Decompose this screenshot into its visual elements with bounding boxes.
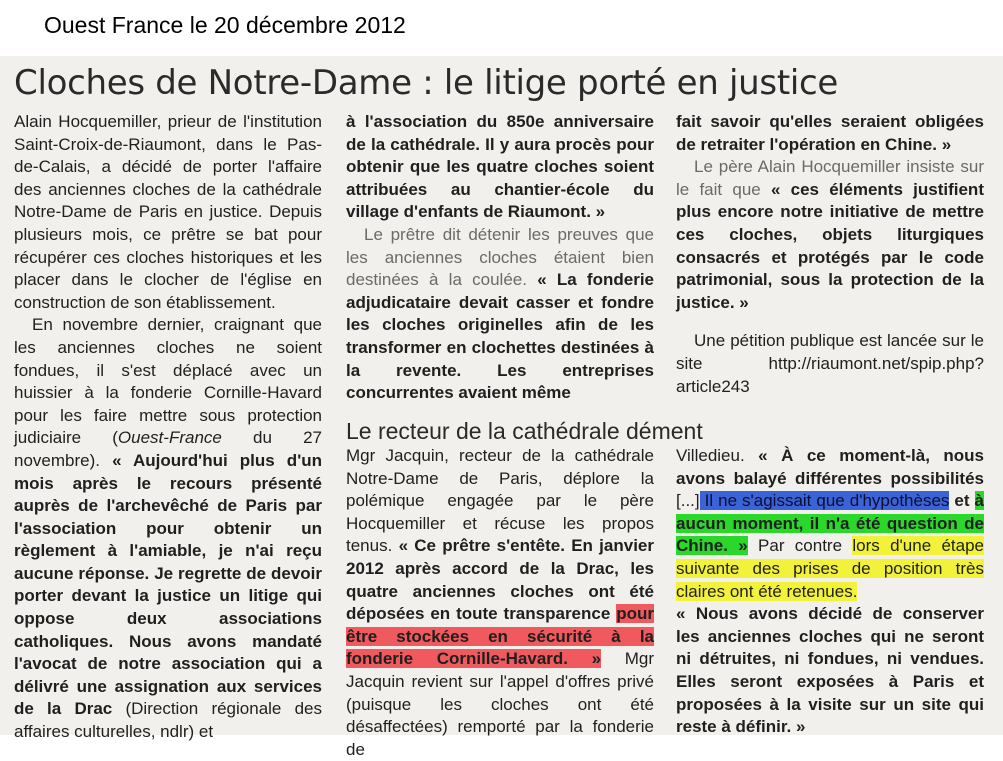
paragraph-novembre [14, 314, 322, 743]
quote-proces: à l'association du 850e anniversaire de la cathédrale. Il y aura procès pour obtenir que les quatre cloches soient attribuées au chantier-école du village d'enfants de Riaumont. » [346, 112, 654, 222]
text: En novembre dernier, craignant que les anciennes cloches ne soient fondues, il s'est déplacé avec un huissier à la fonderie Cornille-Havard pour les faire mettre sous protection judiciaire ( [14, 315, 322, 448]
text: Mgr Jacquin revient sur l'appel d'offres privé (puisque les cloches ont été désaffectées) remporté par la fonderie de [346, 649, 654, 759]
text: (Direction régionale des affaires culturelles, ndlr) et [14, 699, 323, 742]
quote-conserver: « Nous avons décidé de conserver les anciennes cloches qui ne seront ni détruites, ni fondues, ni vendues. Elles seront exposées à Paris et proposées à la visite sur un site qui reste à définir. » [676, 604, 984, 737]
highlight-green: à aucun moment, il n'a été question de Chine. » [676, 491, 984, 556]
quote-chine: fait savoir qu'elles seraient obligées de retraiter l'opération en Chine. » [676, 112, 984, 154]
text: et [949, 491, 975, 511]
column-3-lower [676, 445, 984, 739]
source-caption: Ouest France le 20 décembre 2012 [44, 12, 406, 38]
text: Le père Alain Hocquemiller insiste sur le fait que [676, 157, 984, 199]
column-1 [14, 111, 322, 744]
highlight-blue: Il ne s'agissait que d'hypothèses [699, 491, 950, 511]
highlight-yellow: lors d'une étape suivante des prises de position très claires ont été retenues. [676, 536, 985, 601]
text: Le prêtre dit détenir les preuves que les anciennes cloches étaient bien destinées à la coulée. [346, 224, 654, 290]
text: du 27 novembre). [14, 428, 322, 470]
paragraph-intro: Alain Hocquemiller, prieur de l'institution Saint-Croix-de-Riaumont, dans le Pas-de-Calais, a décidé de porter l'affaire des anciennes cloches de la cathédrale Notre-Dame de Paris en justice. Depuis plusieurs mois, ce prêtre se bat pour récupérer ces cloches historiques et les placer dans le clocher de l'église en construction de son établissement. [14, 112, 322, 312]
text: Par contre [747, 536, 853, 556]
quote: « À ce moment-là, nous avons balayé différentes possibilités [676, 446, 985, 488]
column-3 [676, 111, 984, 398]
paragraph-preuves [346, 224, 654, 405]
article-title: Cloches de Notre-Dame : le litige porté en justice [14, 63, 839, 103]
paragraph-jacquin [346, 445, 654, 761]
quote: « ces éléments justifient plus encore notre initiative de mettre ces cloches, objets liturgiques consacrés et protégés par le code patrimonial, sous la protection de la justice. » [676, 179, 984, 312]
quote: « La fonderie adjudicataire devait casser et fondre les cloches originelles afin de les transformer en clochettes destinées à la revente. Les entreprises concurrentes avaient même [346, 270, 654, 403]
petition-paragraph: Une pétition publique est lancée sur le site http://riaumont.net/spip.php?article243 [676, 331, 984, 396]
paragraph-villedieu [676, 445, 984, 603]
text: Mgr Jacquin, recteur de la cathédrale Notre-Dame de Paris, déplore la polémique engagée par le père Hocquemiller et récuse les propos tenus. [346, 446, 654, 556]
paragraph-insiste [676, 156, 984, 314]
subheading: Le recteur de la cathédrale dément [346, 418, 703, 444]
quote: « Ce prêtre s'entête. En janvier 2012 après accord de la Drac, les quatre anciennes cloches ont été déposées en toute transparence [346, 536, 654, 624]
highlight-red: pour être stockées en sécurité à la fonderie Cornille-Havard. » [346, 604, 654, 669]
text: Villedieu. [676, 446, 759, 465]
column-2 [346, 111, 654, 405]
ellipsis: [...] [676, 491, 700, 511]
column-2-lower [346, 445, 654, 761]
newspaper-ref: Ouest-France [117, 428, 222, 448]
quote: « Aujourd'hui plus d'un mois après le recours présenté auprès de l'archevêché de Paris par l'association pour obtenir un règlement à l'amiable, je n'ai reçu aucune réponse. Je regrette de devoir porter devant la justice un litige qui oppose deux associations catholiques. Nous avons mandaté l'avocat de notre association qui a délivré une assignation aux services de la Drac [14, 450, 323, 719]
